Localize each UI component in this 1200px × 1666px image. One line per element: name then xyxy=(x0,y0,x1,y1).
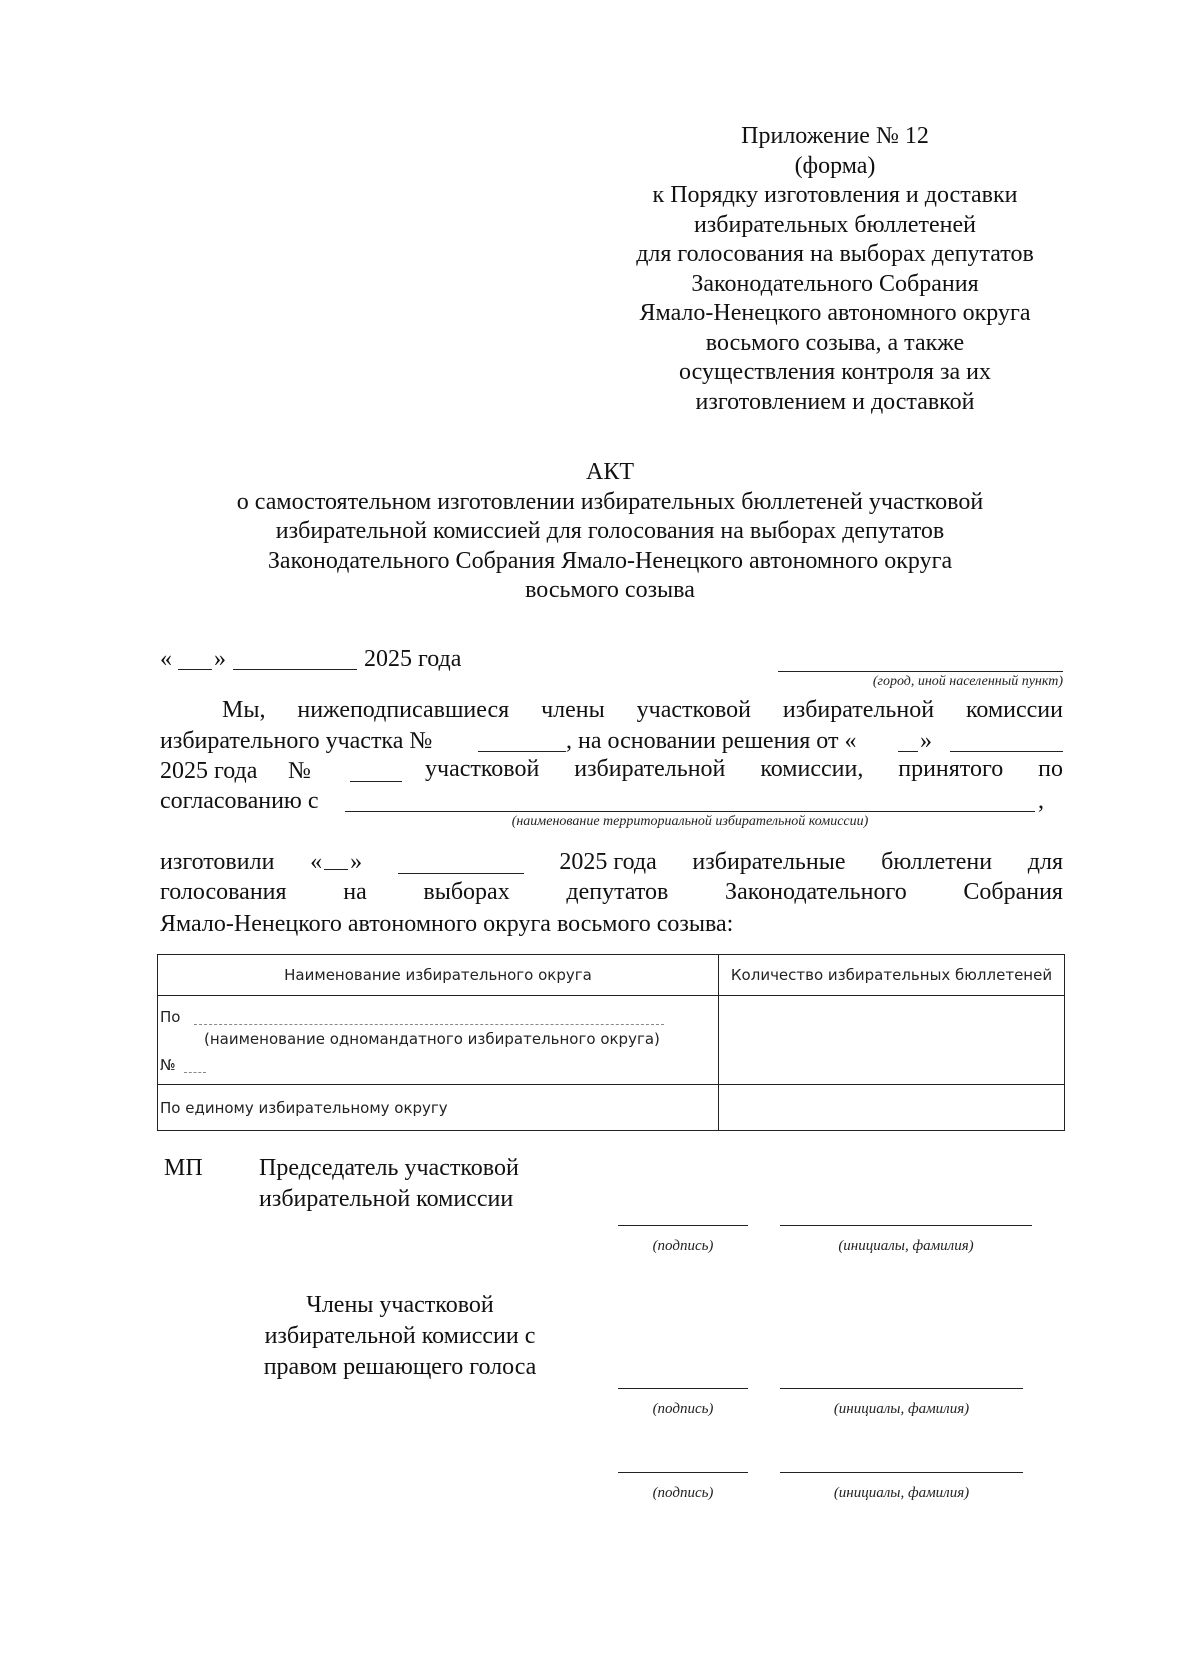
word: избирательной xyxy=(574,756,726,782)
district-name-blank[interactable] xyxy=(194,1024,664,1025)
para1-line2c: » xyxy=(920,728,932,754)
word: голосования xyxy=(160,879,287,905)
precinct-number-blank[interactable] xyxy=(478,751,566,752)
chairman-signature-blank[interactable] xyxy=(618,1225,748,1226)
date-group xyxy=(310,849,362,876)
word: Законодательного xyxy=(725,879,907,905)
table-row xyxy=(158,1085,1065,1131)
para1-line4: согласованию с xyxy=(160,788,319,814)
header-line: для голосования на выборах депутатов xyxy=(636,241,1034,267)
word: Собрания xyxy=(963,879,1063,905)
manufacture-month-blank[interactable] xyxy=(398,849,524,874)
member2-signature-blank[interactable] xyxy=(618,1472,748,1473)
single-mandate-cell xyxy=(158,996,719,1085)
header-line: избирательных бюллетеней xyxy=(693,211,977,238)
header-line: (форма) xyxy=(794,152,876,179)
district-number-blank[interactable] xyxy=(184,1072,206,1073)
word: члены xyxy=(541,697,605,723)
header-line: Законодательного Собрания xyxy=(691,270,979,297)
districts-table xyxy=(157,954,1065,1131)
members-line: правом решающего голоса xyxy=(263,1354,537,1380)
table-header-row xyxy=(158,955,1065,996)
territorial-commission-blank[interactable] xyxy=(345,811,1035,812)
act-subtitle-line: о самостоятельном изготовлении избирательных бюллетеней участковой xyxy=(236,488,984,515)
word: по xyxy=(1038,756,1063,782)
decision-month-blank[interactable] xyxy=(950,751,1063,752)
row1-number-prefix: № xyxy=(160,1056,176,1074)
decision-day-blank[interactable] xyxy=(898,751,918,752)
word: участковой xyxy=(425,756,540,782)
word: » xyxy=(350,849,363,875)
chairman-name-caption: (инициалы, фамилия) xyxy=(838,1238,974,1254)
date-open-quote: « xyxy=(160,646,172,672)
header-line: осуществления контроля за их xyxy=(679,359,991,385)
para1-line3a: 2025 года xyxy=(160,758,258,784)
act-title: АКТ xyxy=(586,459,634,485)
day-blank[interactable] xyxy=(178,669,212,670)
para1-line3b: № xyxy=(288,758,311,784)
word: депутатов xyxy=(566,879,669,905)
member2-name-blank[interactable] xyxy=(780,1472,1023,1473)
chairman-name-blank[interactable] xyxy=(780,1225,1032,1226)
word: выборах xyxy=(423,879,510,905)
member2-signature-caption: (подпись) xyxy=(652,1485,714,1501)
decision-number-blank[interactable] xyxy=(350,781,402,782)
member2-name-caption: (инициалы, фамилия) xyxy=(833,1485,970,1501)
word: принятого xyxy=(898,756,1004,782)
word: избирательной xyxy=(782,697,935,723)
word: комиссии, xyxy=(760,756,864,782)
appendix-header xyxy=(600,122,1070,417)
word: изготовили xyxy=(160,849,275,875)
manufacture-day-blank[interactable] xyxy=(324,849,348,870)
para1-line2b: , на основании решения от « xyxy=(566,728,857,754)
chairman-signature-caption: (подпись) xyxy=(652,1238,714,1254)
word: бюллетени xyxy=(881,849,993,875)
column-header-count: Количество избирательных бюллетеней xyxy=(719,955,1065,996)
word: Мы, xyxy=(222,697,266,723)
word: комиссии xyxy=(965,697,1063,723)
para1-line1 xyxy=(222,697,1063,724)
place-blank[interactable] xyxy=(778,671,1063,672)
word: нижеподписавшиеся xyxy=(297,697,510,723)
header-line: изготовлением и доставкой xyxy=(695,388,975,415)
header-line: к Порядку изготовления и доставки xyxy=(652,182,1018,208)
place-caption: (город, иной населенный пункт) xyxy=(872,674,1063,689)
act-subtitle-line: избирательной комиссией для голосования на выборах депутатов xyxy=(275,518,945,544)
word: участковой xyxy=(636,697,751,723)
act-subtitle-line: Законодательного Собрания Ямало-Ненецкого автономного округа xyxy=(267,547,953,574)
unified-district-cell: По единому избирательному округу xyxy=(158,1085,719,1131)
chairman-title xyxy=(259,1153,519,1215)
date-year: 2025 года xyxy=(364,646,462,672)
act-subtitle-line: восьмого созыва xyxy=(525,577,695,603)
header-line: Ямало-Ненецкого автономного округа xyxy=(639,300,1031,326)
para2-line1 xyxy=(160,849,1063,876)
territorial-commission-caption: (наименование территориальной избирательной комиссии) xyxy=(511,814,869,829)
single-mandate-count-cell[interactable] xyxy=(719,996,1065,1085)
act-title-block xyxy=(150,458,1070,606)
chairman-line: Председатель участковой xyxy=(259,1155,519,1181)
member1-name-caption: (инициалы, фамилия) xyxy=(833,1401,970,1417)
members-line: избирательной комиссии с xyxy=(264,1323,536,1349)
member1-name-blank[interactable] xyxy=(780,1388,1023,1389)
chairman-line: избирательной комиссии xyxy=(259,1186,514,1212)
header-line: Приложение № 12 xyxy=(741,123,929,149)
para2-line3: Ямало-Ненецкого автономного округа восьмого созыва: xyxy=(160,911,734,937)
member1-signature-caption: (подпись) xyxy=(652,1401,714,1417)
month-blank[interactable] xyxy=(233,669,357,670)
para1-line4-end: , xyxy=(1038,788,1044,814)
members-line: Члены участковой xyxy=(306,1292,494,1318)
date-close-quote: » xyxy=(214,646,226,672)
word: на xyxy=(343,879,367,905)
header-line: восьмого созыва, а также xyxy=(705,329,965,356)
member1-signature-blank[interactable] xyxy=(618,1388,748,1389)
word: для xyxy=(1027,849,1063,875)
para2-line2 xyxy=(160,879,1063,906)
word: избирательные xyxy=(692,849,846,875)
para1-line3-words xyxy=(425,756,1063,783)
row1-prefix: По xyxy=(160,1008,181,1026)
members-title xyxy=(245,1290,555,1383)
para1-line2a: избирательного участка № xyxy=(160,728,433,754)
word: « xyxy=(310,849,323,875)
unified-district-count-cell[interactable] xyxy=(719,1085,1065,1131)
word: 2025 года xyxy=(559,849,657,875)
column-header-district: Наименование избирательного округа xyxy=(158,955,719,996)
stamp-place: МП xyxy=(164,1155,203,1181)
table-row xyxy=(158,996,1065,1085)
district-name-caption: (наименование одномандатного избирательного округа) xyxy=(204,1030,660,1048)
